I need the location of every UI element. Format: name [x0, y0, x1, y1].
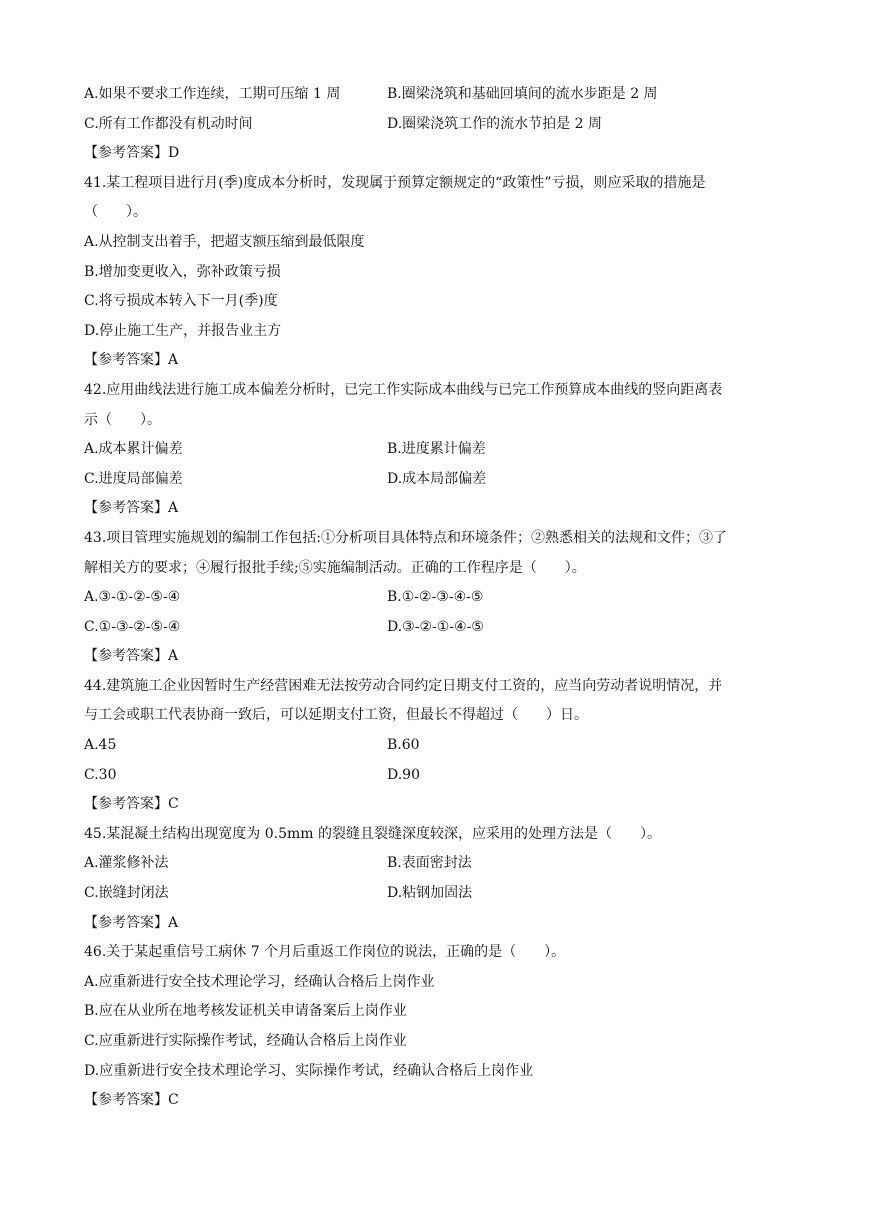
q44-option-d: D.90 [387, 766, 420, 783]
q43-option-c: C.①-③-②-⑤-④ [84, 618, 181, 635]
q46-answer: 【参考答案】C [84, 1092, 179, 1109]
q41-answer: 【参考答案】A [84, 352, 179, 369]
q46-option-b: B.应在从业所在地考核发证机关申请备案后上岗作业 [84, 1003, 407, 1020]
q43-option-b: B.①-②-③-④-⑤ [387, 589, 484, 606]
q42-options-row-2 [84, 465, 790, 495]
q45-option-c: C.嵌缝封闭法 [84, 885, 169, 902]
q43-stem-line-1: 43.项目管理实施规划的编制工作包括:①分析项目具体特点和环境条件；②熟悉相关的法规和文件；③了 [84, 529, 727, 546]
q44-option-a: A.45 [84, 737, 117, 754]
q41-stem-line-1: 41.某工程项目进行月(季)度成本分析时，发现属于预算定额规定的“政策性”亏损，则应采取的措施是 [84, 174, 706, 191]
q41-option-a: A.从控制支出着手，把超支额压缩到最低限度 [84, 233, 365, 250]
q42-stem-line-1: 42.应用曲线法进行施工成本偏差分析时，已完工作实际成本曲线与已完工作预算成本曲线的竖向距离表 [84, 381, 723, 398]
q44-options-row-2 [84, 761, 790, 791]
q41-stem-line-2: （ ）。 [84, 204, 147, 221]
q41-option-b: B.增加变更收入，弥补政策亏损 [84, 263, 281, 280]
q41-option-d: D.停止施工生产，并报告业主方 [84, 322, 282, 339]
q40-options-row-1 [84, 80, 790, 110]
q44-option-b: B.60 [387, 737, 420, 754]
q44-stem-line-2: 与工会或职工代表协商一致后，可以延期支付工资，但最长不得超过（ ）日。 [84, 707, 588, 724]
q43-answer: 【参考答案】A [84, 648, 179, 665]
q40-option-c: C.所有工作都没有机动时间 [84, 115, 253, 132]
q42-answer: 【参考答案】A [84, 500, 179, 517]
q44-options-row-1 [84, 731, 790, 761]
q46-option-d: D.应重新进行安全技术理论学习、实际操作考试，经确认合格后上岗作业 [84, 1062, 534, 1079]
q45-option-b: B.表面密封法 [387, 855, 472, 872]
q42-option-c: C.进度局部偏差 [84, 470, 183, 487]
q41-option-c: C.将亏损成本转入下一月(季)度 [84, 293, 278, 310]
q45-options-row-2 [84, 879, 790, 909]
q42-stem-line-2: 示（ ）。 [84, 411, 161, 428]
q43-stem-line-2: 解相关方的要求；④履行报批手续;⑤实施编制活动。正确的工作程序是（ ）。 [84, 559, 586, 576]
q40-option-d: D.圈梁浇筑工作的流水节拍是 2 周 [387, 115, 602, 132]
q46-option-a: A.应重新进行安全技术理论学习，经确认合格后上岗作业 [84, 973, 435, 990]
q40-answer: 【参考答案】D [84, 145, 180, 162]
q40-options-row-2 [84, 110, 790, 140]
q45-answer: 【参考答案】A [84, 914, 179, 931]
q45-option-d: D.粘钢加固法 [387, 885, 473, 902]
exam-page [84, 80, 790, 1116]
q40-option-b: B.圈梁浇筑和基础回填间的流水步距是 2 周 [387, 86, 658, 102]
q46-option-c: C.应重新进行实际操作考试，经确认合格后上岗作业 [84, 1033, 407, 1049]
q45-options-row-1 [84, 849, 790, 879]
q42-option-a: A.成本累计偏差 [84, 441, 183, 458]
q40-option-a: A.如果不要求工作连续，工期可压缩 1 周 [84, 86, 341, 102]
q44-stem-line-1: 44.建筑施工企业因暂时生产经营困难无法按劳动合同约定日期支付工资的，应当向劳动者说明情况，并 [84, 677, 723, 694]
q42-option-d: D.成本局部偏差 [387, 470, 487, 487]
q43-option-a: A.③-①-②-⑤-④ [84, 589, 181, 606]
q45-stem-line-1: 45.某混凝土结构出现宽度为 0.5mm 的裂缝且裂缝深度较深，应采用的处理方法是（ ）。 [84, 825, 661, 842]
q44-option-c: C.30 [84, 766, 117, 783]
q43-options-row-1 [84, 583, 790, 613]
q43-options-row-2 [84, 613, 790, 643]
q42-options-row-1 [84, 435, 790, 465]
q42-option-b: B.进度累计偏差 [387, 441, 486, 458]
q44-answer: 【参考答案】C [84, 796, 179, 813]
q46-stem-line-1: 46.关于某起重信号工病休 7 个月后重返工作岗位的说法，正确的是（ ）。 [84, 944, 566, 961]
q43-option-d: D.③-②-①-④-⑤ [387, 618, 484, 635]
q45-option-a: A.灌浆修补法 [84, 855, 169, 872]
